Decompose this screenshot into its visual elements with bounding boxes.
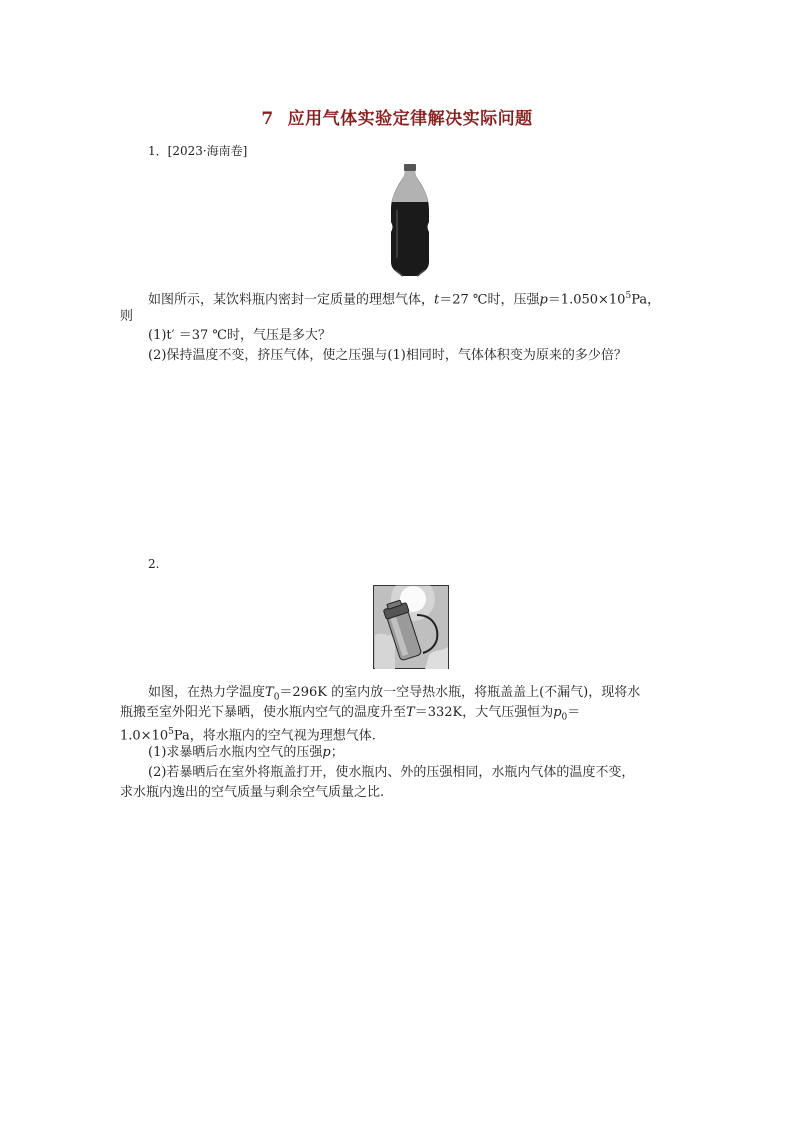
title-text: 应用气体实验定律解决实际问题 bbox=[287, 109, 533, 129]
q1-intro-cont: 则 bbox=[120, 309, 134, 324]
q2-sub1: (1)求暴晒后水瓶内空气的压强p； bbox=[148, 745, 344, 760]
q2-sub2: (2)若暴晒后在室外将瓶盖打开，使水瓶内、外的压强相同，水瓶内气体的温度不变， bbox=[148, 765, 635, 780]
thermos-bottle-figure bbox=[373, 585, 449, 669]
page-title bbox=[0, 104, 794, 129]
q1-sub2: (2)保持温度不变，挤压气体，使之压强与(1)相同时，气体体积变为原来的多少倍？ bbox=[148, 348, 627, 363]
question-1-label: 1．[2023·海南卷] bbox=[148, 144, 248, 158]
q2-stem-line2: 瓶搬至室外阳光下暴晒，使水瓶内空气的温度升至T＝332K，大气压强恒为$p_0=$ bbox=[120, 705, 581, 723]
q2-sub2-cont: 求水瓶内逸出的空气质量与剩余空气质量之比. bbox=[120, 785, 385, 800]
q2-stem-line1: 如图，在热力学温度$T_0=296K$ 的室内放一空导热水瓶，将瓶盖盖上(不漏气)，现将水 bbox=[148, 685, 641, 703]
title-number: 7 bbox=[261, 109, 274, 129]
q1-intro: 如图所示，某饮料瓶内密封一定质量的理想气体，t＝27 ℃时，压强$p=1.050\times 10^5Pa$， bbox=[148, 291, 661, 308]
q1-sub1: (1)t′ ＝37 ℃时，气压是多大？ bbox=[148, 328, 331, 343]
q2-stem-line3: $1.0\times 10^5Pa$，将水瓶内的空气视为理想气体. bbox=[120, 727, 376, 744]
question-2-label: 2. bbox=[148, 557, 160, 571]
soda-bottle-figure bbox=[385, 162, 435, 278]
